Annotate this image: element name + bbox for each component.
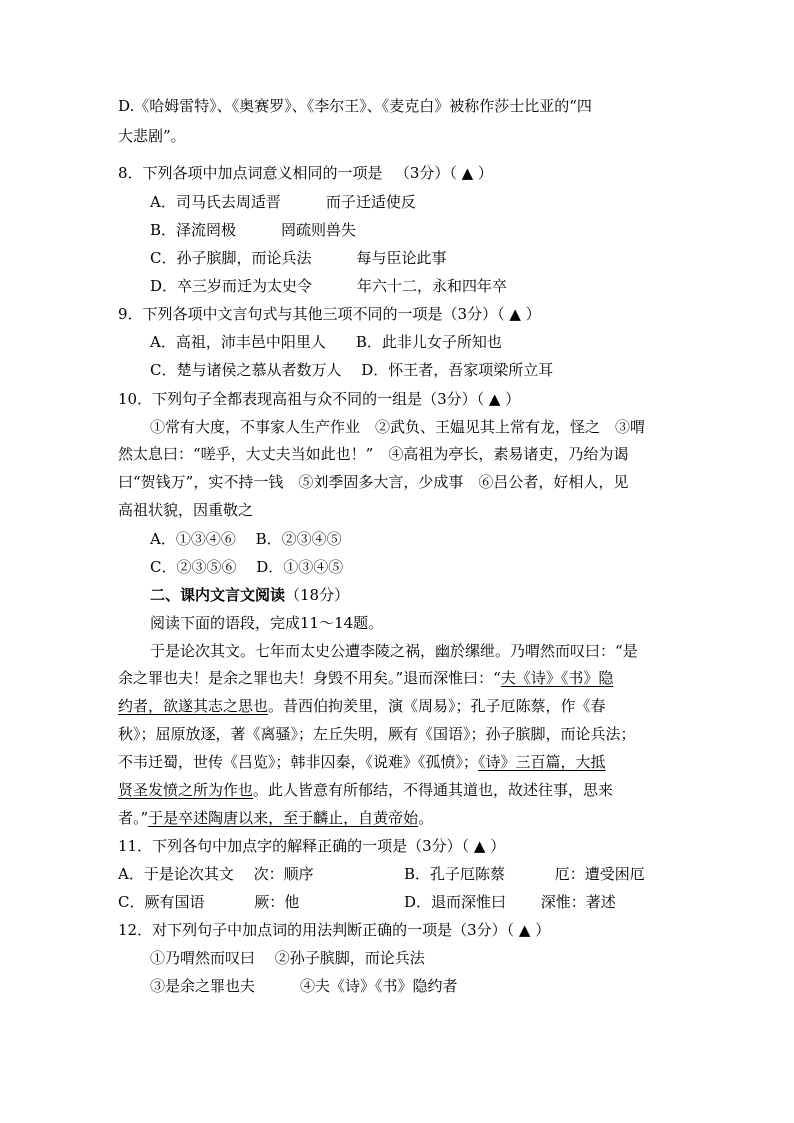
question-12-line2: ③是余之罪也夫 ④夫《诗》《书》隐约者 — [150, 977, 458, 995]
passage-line3-underlined: 约者，欲遂其志之思也 — [118, 697, 269, 715]
passage-line4: 秋》；屈原放逐，著《离骚》；左丘失明，厥有《国语》；孙子膑脚，而论兵法； — [118, 725, 636, 743]
question-11-option-a: A．于是论次其文 次：顺序 — [118, 865, 314, 883]
passage-line6 — [118, 780, 613, 800]
question-10-line3: 曰“贺钱万”，实不持一钱 ⑤刘季固多大言，少成事 ⑥吕公者，好相人，见 — [118, 473, 629, 491]
section-2-heading — [150, 585, 349, 605]
section-2-score: （18分） — [285, 586, 350, 604]
question-12-stem: 12．对下列句子中加点词的用法判断正确的一项是（3分）（ ▲ ） — [118, 921, 551, 939]
passage-line5 — [118, 752, 606, 772]
question-10-options-ab: A．①③④⑥ B．②③④⑤ — [150, 530, 342, 548]
question-10-stem: 10．下列句子全都表现高祖与众不同的一组是（3分）（ ▲ ） — [118, 390, 521, 408]
passage-line7-underlined: 于是卒述陶唐以来，至于麟止，自黄帝始 — [148, 809, 419, 827]
question-10-line4: 高祖状貌，因重敬之 — [118, 501, 254, 519]
question-8-option-c: C．孙子膑脚，而论兵法 每与臣论此事 — [150, 249, 447, 267]
question-11-option-b: B．孔子厄陈蔡 厄：遭受困厄 — [404, 865, 645, 883]
passage-line7 — [118, 808, 433, 828]
passage-line2-text: 余之罪也夫！是余之罪也夫！身毁不用矣。”退而深惟曰：“ — [118, 669, 501, 687]
passage-line5-underlined: 《诗》三百篇，大抵 — [478, 753, 606, 771]
passage-line2-underlined: 夫《诗》《书》隐 — [500, 669, 614, 687]
question-9-options-ab: A．高祖，沛丰邑中阳里人 B．此非儿女子所知也 — [150, 333, 502, 351]
question-12-line1: ①乃喟然而叹曰 ②孙子膑脚，而论兵法 — [150, 949, 425, 967]
question-10-line2: 然太息曰：“嗟乎，大丈夫当如此也！” ④高祖为亭长，素易诸吏，乃绐为谒 — [118, 445, 629, 463]
passage-line1: 于是论次其文。七年而太史公遭李陵之祸，幽於缧绁。乃喟然而叹曰：“是 — [150, 642, 638, 660]
passage-line3 — [118, 696, 606, 716]
question-8-option-b: B．泽流罔极 罔疏则兽失 — [150, 221, 357, 239]
passage-line2 — [118, 668, 613, 688]
question-8-option-a: A．司马氏去周适晋 而子迁适使反 — [150, 193, 416, 211]
question-9-options-cd: C．楚与诸侯之慕从者数万人 D．怀王者，吾家项梁所立耳 — [150, 361, 554, 379]
prev-option-d-line2: 大悲剧”。 — [118, 127, 186, 145]
question-10-options-cd: C．②③⑤⑥ D．①③④⑤ — [150, 558, 344, 576]
prev-option-d-line1: D.《哈姆雷特》、《奥赛罗》、《李尔王》、《麦克白》被称作莎士比亚的“四 — [118, 97, 592, 115]
question-11-option-c: C．厥有国语 厥：他 — [118, 893, 300, 911]
question-9-stem: 9．下列各项中文言句式与其他三项不同的一项是（3分）（ ▲ ） — [118, 305, 541, 323]
question-8-stem: 8．下列各项中加点词意义相同的一项是 （3分）（ ▲ ） — [118, 164, 493, 182]
passage-line7-end: 。 — [418, 809, 434, 827]
section-2-title: 二、课内文言文阅读 — [150, 586, 286, 604]
question-11-stem: 11．下列各句中加点字的解释正确的一项是（3分）（ ▲ ） — [118, 837, 506, 855]
question-11-option-d: D．退而深惟曰 深惟：著述 — [404, 893, 616, 911]
passage-line3-text: 。昔西伯拘羑里，演《周易》；孔子厄陈蔡，作《春 — [268, 697, 606, 715]
passage-line5-text: 不韦迁蜀，世传《吕览》；韩非囚秦，《说难》《孤愤》； — [118, 753, 479, 771]
passage-line7-start: 者。” — [118, 809, 149, 827]
passage-line6-underlined: 贤圣发愤之所为作也 — [118, 781, 254, 799]
passage-line6-text: 。此人皆意有所郁结，不得通其道也，故述往事，思来 — [253, 781, 614, 799]
question-8-option-d: D．卒三岁而迁为太史令 年六十二，永和四年卒 — [150, 277, 508, 295]
section-2-instruction: 阅读下面的语段，完成11～14题。 — [150, 614, 384, 632]
question-10-line1: ①常有大度，不事家人生产作业 ②武负、王媪见其上常有龙，怪之 ③喟 — [150, 418, 646, 436]
